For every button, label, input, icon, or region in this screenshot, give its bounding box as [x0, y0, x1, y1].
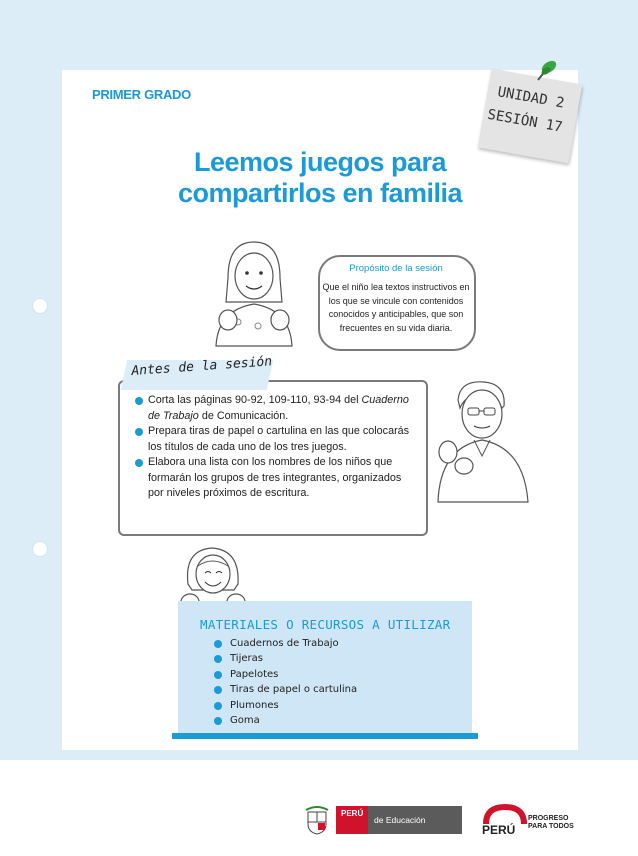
material-item: Papelotes: [230, 667, 357, 682]
list-item: Prepara tiras de papel o cartulina en las que colocarás los títulos de cada uno de los tres juegos.: [148, 424, 418, 455]
material-item: Cuadernos de Trabajo: [230, 636, 357, 651]
brand-slogan: PROGRESO PARA TODOS: [528, 815, 574, 830]
material-item: Tijeras: [230, 651, 357, 666]
materials-list: [230, 636, 357, 728]
unit-label: UNIDAD 2: [496, 84, 566, 112]
purpose-text: Que el niño lea textos instructivos en los que se vincule con contenidos conocidos y anticipables, que son frecuentes en su vida diaria.: [322, 282, 470, 333]
teacher-illustration: [424, 378, 534, 504]
workbook-title: Cuaderno de Trabajo: [148, 394, 409, 422]
background-top: [0, 0, 638, 60]
before-session-heading: Antes de la sesión: [130, 354, 273, 379]
brand-name: PERÚ: [482, 823, 516, 837]
ministry-logo: [336, 806, 462, 834]
unit-sticky-note: [478, 69, 582, 164]
coat-of-arms-icon: [304, 806, 330, 836]
purpose-heading: Propósito de la sesión: [349, 263, 443, 274]
binder-hole: [32, 541, 48, 557]
list-item: Corta las páginas 90-92, 109-110, 93-94 del Cuaderno de Trabajo de Comunicación.: [148, 393, 418, 424]
push-pin-icon: [532, 58, 558, 86]
session-label: SESIÓN 17: [486, 106, 564, 136]
title-line-1: Leemos juegos para: [193, 147, 447, 177]
grade-label: PRIMER GRADO: [92, 87, 191, 102]
material-item: Tiras de papel o cartulina: [230, 682, 357, 697]
materials-heading: MATERIALES O RECURSOS A UTILIZAR: [200, 617, 451, 632]
ministry-country: PERÚ: [336, 806, 368, 834]
title-line-2: compartirlos en familia: [177, 178, 463, 208]
footer-divider: [0, 756, 638, 760]
before-session-list: [148, 393, 418, 502]
binder-hole: [32, 298, 48, 314]
girl-illustration: [198, 238, 310, 348]
materials-box-base: [172, 733, 478, 739]
list-item: Elabora una lista con los nombres de los niños que formarán los grupos de tres integrantes, organizados por niveles próximos de escritura.: [148, 455, 418, 502]
ministry-name: de Educación: [374, 815, 426, 825]
material-item: Plumones: [230, 698, 357, 713]
material-item: Goma: [230, 713, 357, 728]
page-title: [150, 147, 490, 209]
